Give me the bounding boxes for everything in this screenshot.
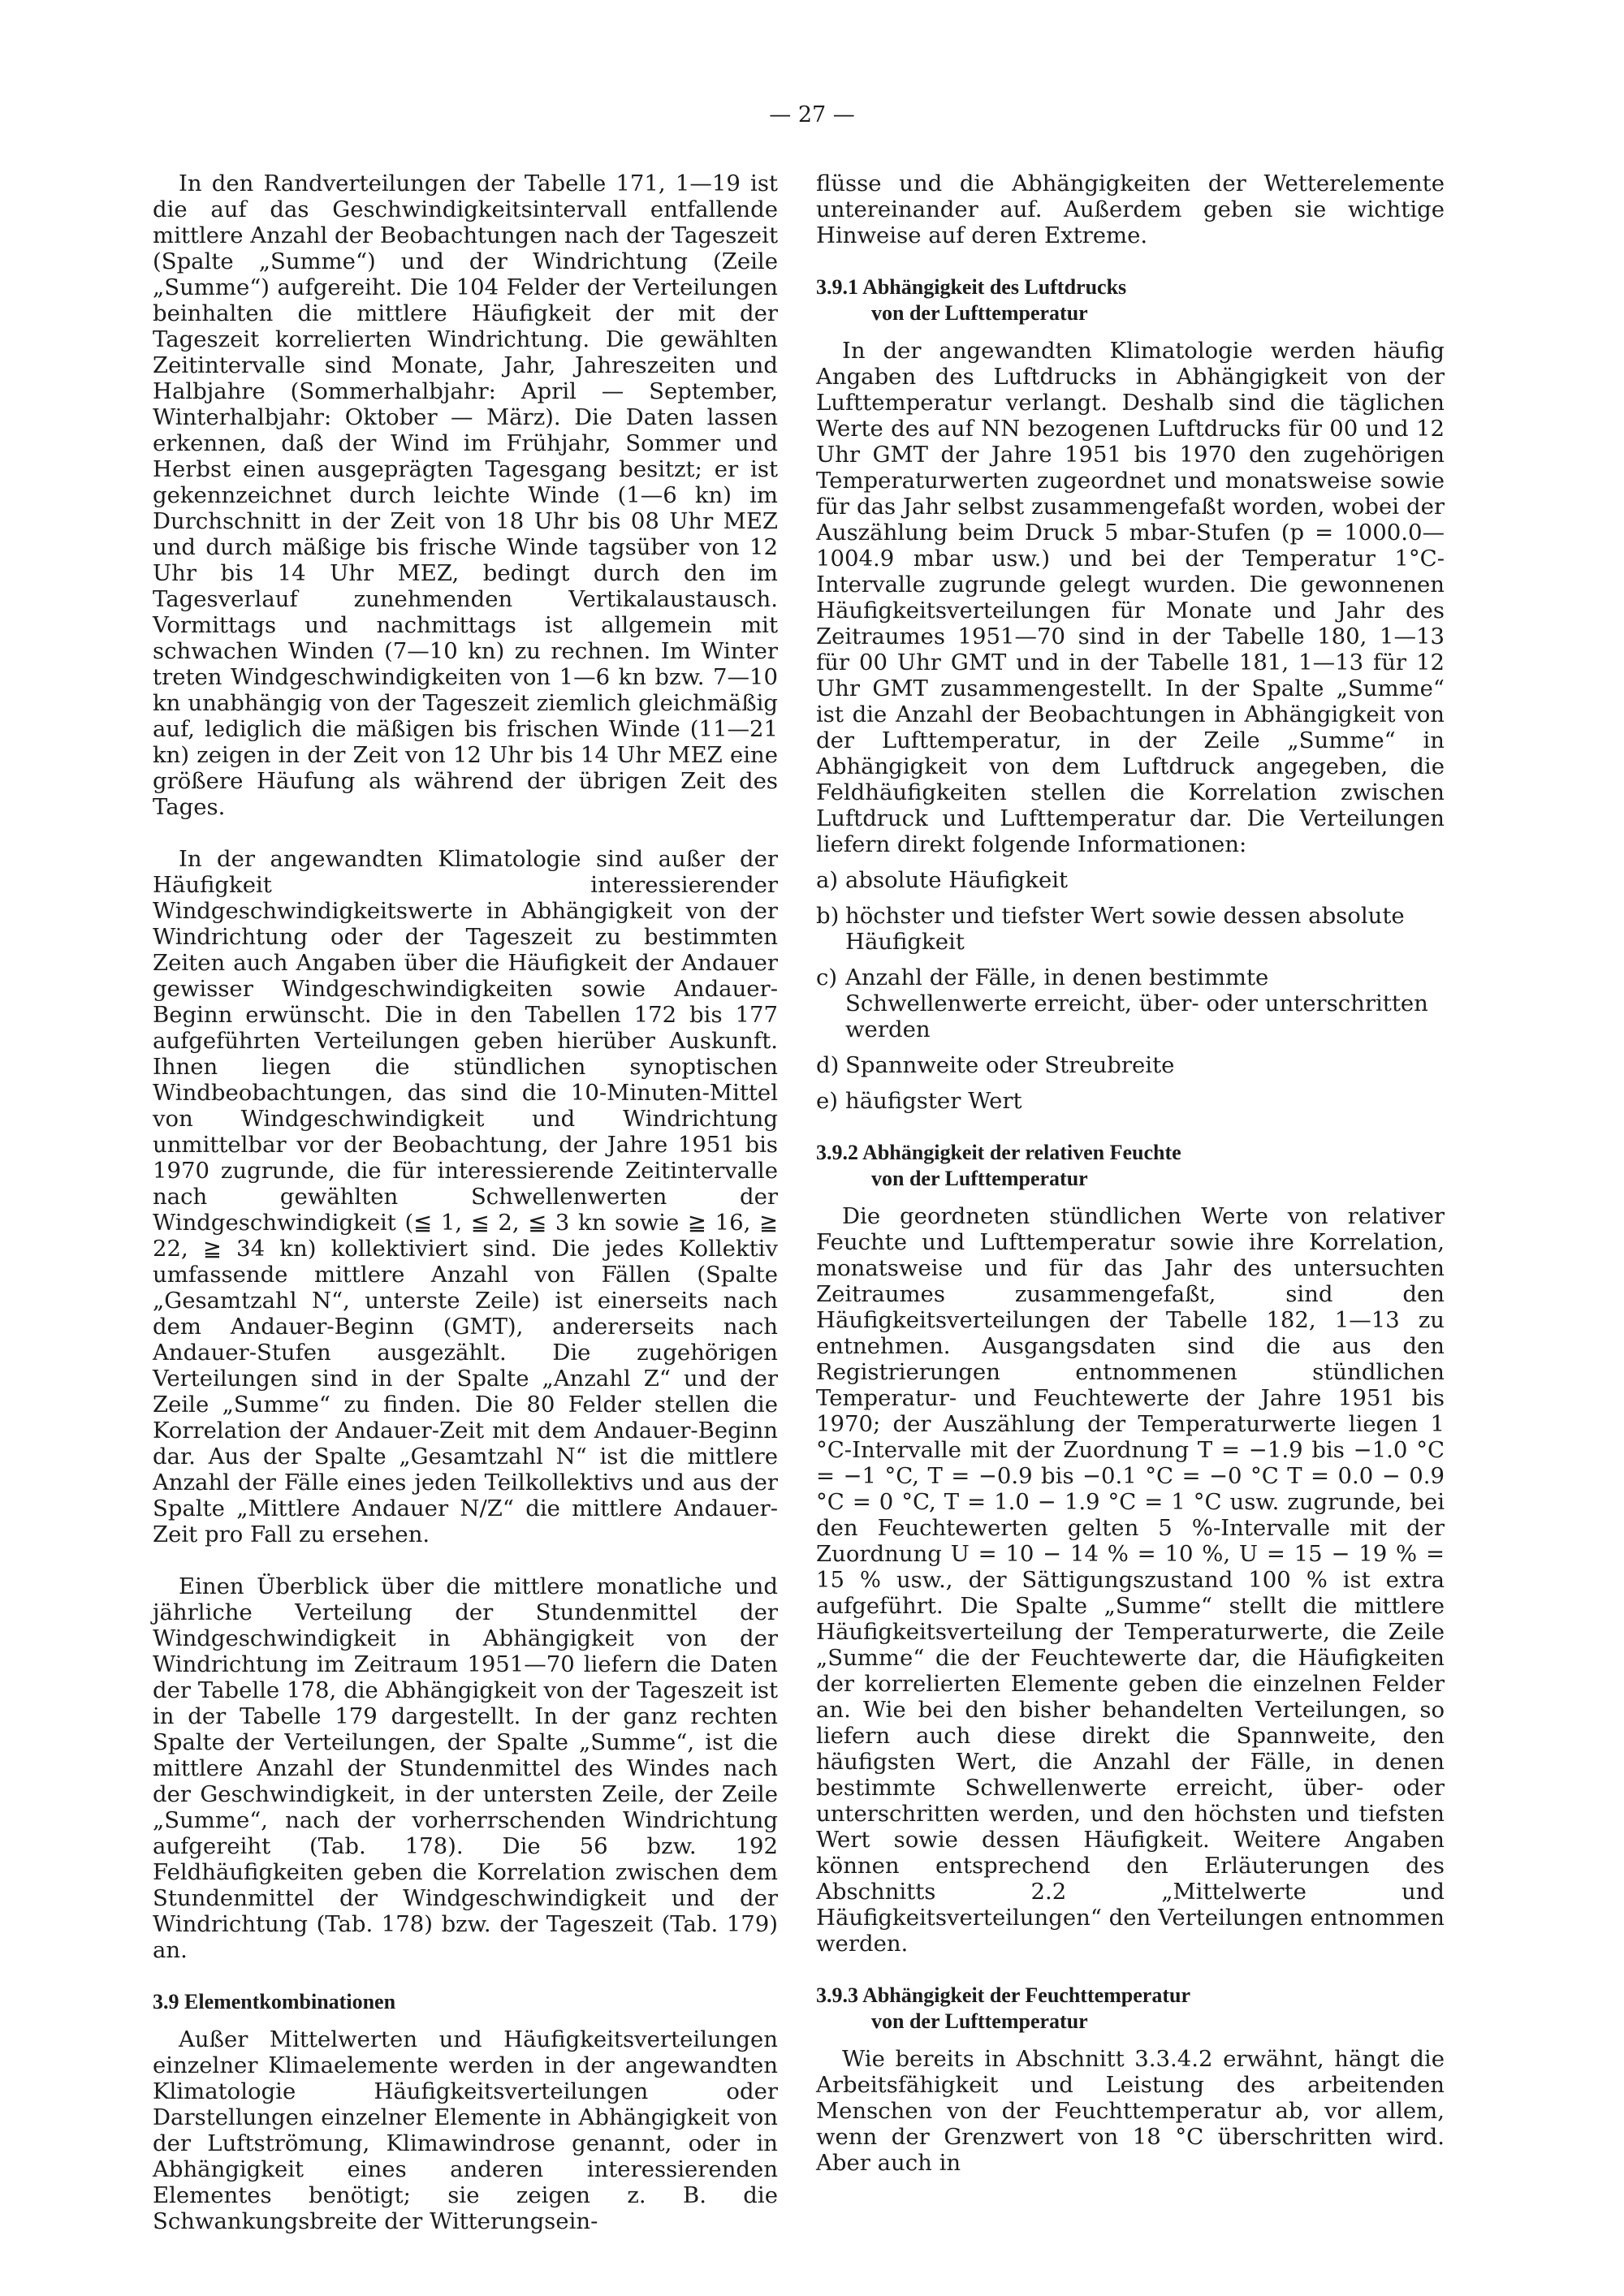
heading-line: von der Lufttemperatur [871,1167,1088,1190]
body-paragraph: In den Randverteilungen der Tabelle 171, 1—19 ist die auf das Geschwindigkeitsintervall entfallende mittlere Anzahl der Beobachtungen nach der Tageszeit (Spalte „Summe“) und der Windrichtung (Zeile „Summe“) aufgereiht. Die 104 Felder der Verteilungen beinhalten die mittlere Häufigkeit der mit der Tageszeit korrelierten Windrichtung. Die gewählten Zeitintervalle sind Monate, Jahr, Jahreszeiten und Halbjahre (Sommerhalbjahr: April — September, Winterhalbjahr: Oktober — März). Die Daten lassen erkennen, daß der Wind im Frühjahr, Sommer und Herbst einen ausgeprägten Tagesgang besitzt; er ist gekennzeichnet durch leichte Winde (1—6 kn) im Durchschnitt in der Zeit von 18 Uhr bis 08 Uhr MEZ und durch mäßige bis frische Winde tagsüber von 12 Uhr bis 14 Uhr MEZ, bedingt durch den im Tagesverlauf zunehmenden Vertikalaustausch. Vormittags und nachmittags ist allgemein mit schwachen Winden (7—10 kn) zu rechnen. Im Winter treten Windgeschwindigkeiten von 1—6 kn bzw. 7—10 kn unabhängig von der Tageszeit ziemlich gleichmäßig auf, lediglich die mäßigen bis frischen Winde (11—21 kn) zeigen in der Zeit von 12 Uhr bis 14 Uhr MEZ eine größere Häufung als während der übrigen Zeit des Tages. [153,170,778,820]
body-paragraph: In der angewandten Klimatologie werden häufig Angaben des Luftdrucks in Abhängigkeit von der Lufttemperatur verlangt. Deshalb sind die täglichen Werte des auf NN bezogenen Luftdrucks für 00 und 12 Uhr GMT der Jahre 1951 bis 1970 den zugehörigen Temperaturwerten zugeordnet und monatsweise sowie für das Jahr selbst zusammengefaßt worden, wobei der Auszählung beim Druck 5 mbar-Stufen (p = 1000.0—1004.9 mbar usw.) und bei der Temperatur 1°C-Intervalle zugrunde gelegt wurden. Die gewonnenen Häufigkeitsverteilungen für Monate und Jahr des Zeitraumes 1951—70 sind in der Tabelle 180, 1—13 für 00 Uhr GMT und in der Tabelle 181, 1—13 für 12 Uhr GMT zusammengestellt. In der Spalte „Summe“ ist die Anzahl der Beobachtungen in Abhängigkeit von der Lufttemperatur, in der Zeile „Summe“ in Abhängigkeit von dem Luftdruck angegeben, die Feldhäufigkeiten stellen die Korrelation zwischen Luftdruck und Lufttemperatur dar. Die Verteilungen liefern direkt folgende Informationen: [816,338,1445,857]
heading-line: 3.9.1 Abhängigkeit des Luftdrucks [816,275,1127,299]
list-item [816,965,1445,1042]
body-paragraph: Die geordneten stündlichen Werte von relativer Feuchte und Lufttemperatur sowie ihre Korrelation, monatsweise und für das Jahr des untersuchten Zeitraumes zusammengefaßt, sind den Häufigkeitsverteilungen der Tabelle 182, 1—13 zu entnehmen. Ausgangsdaten sind die aus den Registrierungen entnommenen stündlichen Temperatur- und Feuchtewerte der Jahre 1951 bis 1970; der Auszählung der Temperaturwerte liegen 1 °C-Intervalle mit der Zuordnung T = −1.9 bis −1.0 °C = −1 °C, T = −0.9 bis −0.1 °C = −0 °C T = 0.0 − 0.9 °C = 0 °C, T = 1.0 − 1.9 °C = 1 °C usw. zugrunde, bei den Feuchtewerten gelten 5 %-Intervalle mit der Zuordnung U = 10 − 14 % = 10 %, U = 15 − 19 % = 15 % usw., der Sättigungszustand 100 % ist extra aufgeführt. Die Spalte „Summe“ stellt die mittlere Häufigkeitsverteilung der Temperaturwerte, die Zeile „Summe“ die der Feuchtewerte dar, die Häufigkeiten der korrelierten Elemente geben die einzelnen Felder an. Wie bei den bisher behandelten Verteilungen, so liefern auch diese direkt die Spannweite, den häufigsten Wert, die Anzahl der Fälle, in denen bestimmte Schwellenwerte erreicht, über- oder unterschritten werden, und den höchsten und tiefsten Wert sowie dessen Häufigkeit. Weitere Angaben können entsprechend den Erläuterungen des Abschnitts 2.2 „Mittelwerte und Häufigkeitsverteilungen“ den Verteilungen entnommen werden. [816,1203,1445,1957]
list-text: häufigster Wert [845,1088,1022,1114]
body-paragraph: Außer Mittelwerten und Häufigkeitsverteilungen einzelner Klimaelemente werden in der angewandten Klimatologie Häufigkeitsverteilungen oder Darstellungen einzelner Elemente in Abhängigkeit von der Luftströmung, Klimawindrose genannt, oder in Abhängigkeit eines anderen interessierenden Elementes benötigt; sie zeigen z. B. die Schwankungsbreite der Witterungsein- [153,2026,778,2234]
list-item [816,867,1445,893]
list-item [816,1052,1445,1078]
section-heading-3-9-3 [816,1983,1445,2035]
heading-line: 3.9.3 Abhängigkeit der Feuchttemperatur [816,1983,1190,2007]
heading-line: von der Lufttemperatur [871,2009,1088,2033]
heading-line: 3.9.2 Abhängigkeit der relativen Feuchte [816,1141,1181,1164]
list-item [816,1088,1445,1114]
list-marker: a) [816,867,839,893]
list-text: höchster und tiefster Wert sowie dessen absolute Häufigkeit [845,903,1405,955]
list-marker: d) [816,1052,840,1078]
list-item [816,903,1445,955]
list-marker: e) [816,1088,839,1114]
page-number: — 27 — [769,102,855,127]
body-paragraph-continuation: flüsse und die Abhängigkeiten der Wetterelemente untereinander auf. Außerdem geben sie wichtige Hinweise auf deren Extreme. [816,170,1445,248]
list-text: Anzahl der Fälle, in denen bestimmte Schwellenwerte erreicht, über- oder unterschritten werden [845,965,1428,1042]
body-paragraph: Einen Überblick über die mittlere monatliche und jährliche Verteilung der Stundenmittel der Windgeschwindigkeit in Abhängigkeit von der Windrichtung im Zeitraum 1951—70 liefern die Daten der Tabelle 178, die Abhängigkeit von der Tageszeit ist in der Tabelle 179 dargestellt. In der ganz rechten Spalte der Verteilungen, der Spalte „Summe“, ist die mittlere Anzahl der Stundenmittel des Windes nach der Geschwindigkeit, in der untersten Zeile, der Zeile „Summe“, nach der vorherrschenden Windrichtung aufgereiht (Tab. 178). Die 56 bzw. 192 Feldhäufigkeiten geben die Korrelation zwischen dem Stundenmittel der Windgeschwindigkeit und der Windrichtung (Tab. 178) bzw. der Tageszeit (Tab. 179) an. [153,1573,778,1963]
body-paragraph: In der angewandten Klimatologie sind außer der Häufigkeit interessierender Windgeschwindigkeitswerte in Abhängigkeit von der Windrichtung oder der Tageszeit zu bestimmten Zeiten auch Angaben über die Häufigkeit der Andauer gewisser Windgeschwindigkeiten sowie Andauer-Beginn erwünscht. Die in den Tabellen 172 bis 177 aufgeführten Verteilungen geben hierüber Auskunft. Ihnen liegen die stündlichen synoptischen Windbeobachtungen, das sind die 10-Minuten-Mittel von Windgeschwindigkeit und Windrichtung unmittelbar vor der Beobachtung, der Jahre 1951 bis 1970 zugrunde, die für interessierende Zeitintervalle nach gewählten Schwellenwerten der Windgeschwindigkeit (≦ 1, ≦ 2, ≦ 3 kn sowie ≧ 16, ≧ 22, ≧ 34 kn) kollektiviert sind. Die jedes Kollektiv umfassende mittlere Anzahl von Fällen (Spalte „Gesamtzahl N“, unterste Zeile) ist einerseits nach dem Andauer-Beginn (GMT), andererseits nach Andauer-Stufen ausgezählt. Die zugehörigen Verteilungen sind in der Spalte „Anzahl Z“ und der Zeile „Summe“ zu finden. Die 80 Felder stellen die Korrelation der Andauer-Zeit mit dem Andauer-Beginn dar. Aus der Spalte „Gesamtzahl N“ ist die mittlere Anzahl der Fälle eines jeden Teilkollektivs und aus der Spalte „Mittlere Andauer N/Z“ die mittlere Andauer-Zeit pro Fall zu ersehen. [153,846,778,1547]
body-paragraph: Wie bereits in Abschnitt 3.3.4.2 erwähnt, hängt die Arbeitsfähigkeit und Leistung des arbeitenden Menschen von der Feuchttemperatur ab, vor allem, wenn der Grenzwert von 18 °C überschritten wird. Aber auch in [816,2046,1445,2176]
heading-line: von der Lufttemperatur [871,301,1088,325]
section-heading-3-9: 3.9 Elementkombinationen [153,1990,396,2013]
right-column [816,170,1445,2176]
list-text: Spannweite oder Streubreite [845,1052,1175,1078]
list-text: absolute Häufigkeit [845,867,1069,893]
section-heading-3-9-2 [816,1140,1445,1192]
list-marker: b) [816,903,840,929]
left-column [153,170,778,2234]
section-heading-3-9-1 [816,274,1445,326]
list-marker: c) [816,965,838,990]
